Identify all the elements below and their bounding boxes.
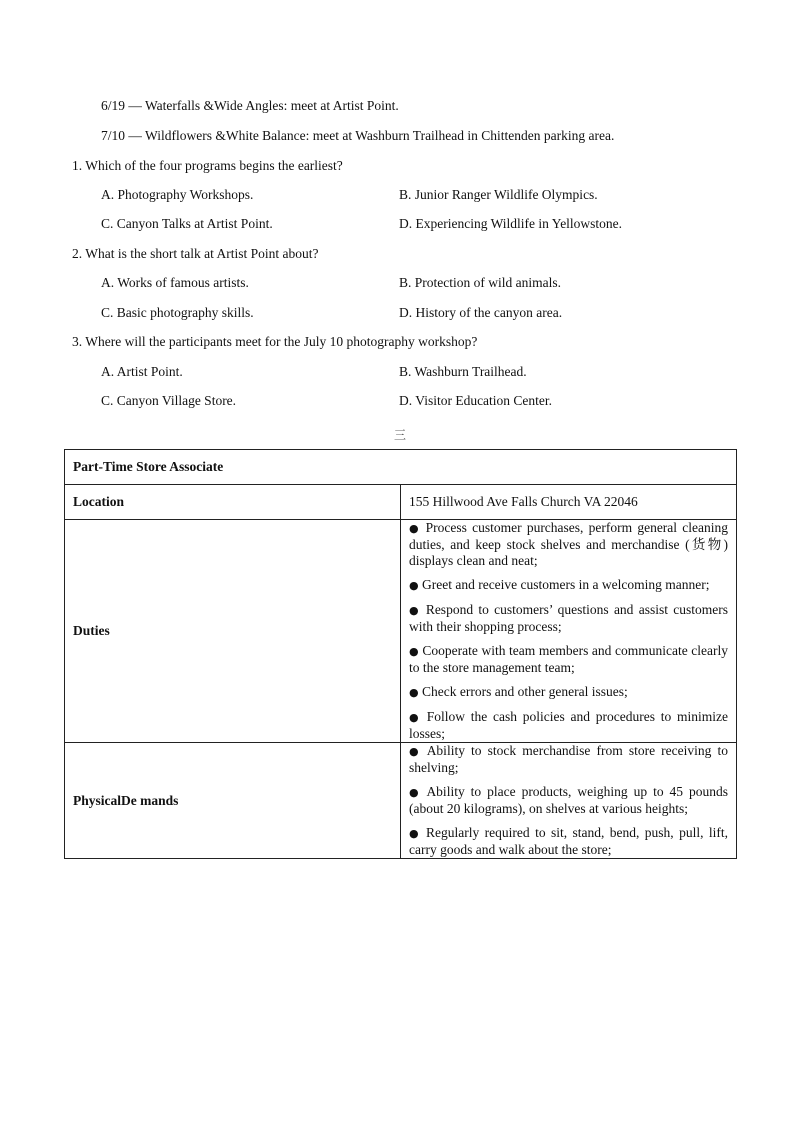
bullet-icon: ● bbox=[409, 645, 419, 658]
duty-item: ● Greet and receive customers in a welcoming manner; bbox=[409, 577, 710, 592]
bullet-icon: ● bbox=[409, 745, 422, 758]
question-1-option-d: D. Experiencing Wildlife in Yellowstone. bbox=[399, 216, 623, 231]
section-mark: 三 bbox=[393, 428, 406, 442]
question-1-stem: 1. Which of the four programs begins the earliest? bbox=[72, 158, 343, 173]
duty-item: ● Follow the cash policies and procedures to minimize losses; bbox=[409, 709, 728, 741]
question-3-option-a: A. Artist Point. bbox=[101, 364, 183, 379]
physical-demands-list bbox=[401, 743, 737, 859]
bullet-icon: ● bbox=[409, 604, 421, 617]
question-2-option-d: D. History of the canyon area. bbox=[399, 305, 563, 320]
bullet-icon: ● bbox=[409, 827, 421, 840]
physical-demand-item: ● Regularly required to sit, stand, bend, push, pull, lift, carry goods and walk about the store; bbox=[409, 825, 728, 857]
duties-row bbox=[65, 520, 737, 743]
duty-item: ● Respond to customers’ questions and assist customers with their shopping process; bbox=[409, 602, 729, 634]
physical-demand-item: ● Ability to place products, weighing up to 45 pounds (about 20 kilograms), on shelves at various heights; bbox=[409, 784, 729, 816]
question-1-option-c: C. Canyon Talks at Artist Point. bbox=[101, 216, 273, 231]
bullet-icon: ● bbox=[409, 711, 421, 724]
question-3-option-d: D. Visitor Education Center. bbox=[399, 393, 553, 408]
duty-item: ● Check errors and other general issues; bbox=[409, 684, 628, 699]
job-title-row bbox=[65, 450, 737, 485]
question-3-option-b: B. Washburn Trailhead. bbox=[399, 364, 527, 379]
question-2-option-c: C. Basic photography skills. bbox=[101, 305, 254, 320]
question-2-stem: 2. What is the short talk at Artist Point about? bbox=[72, 246, 319, 261]
location-label: Location bbox=[65, 485, 401, 520]
physical-demands-label: PhysicalDe mands bbox=[65, 743, 401, 859]
duty-item: ● Cooperate with team members and communicate clearly to the store management team; bbox=[409, 643, 728, 675]
location-row bbox=[65, 485, 737, 520]
bullet-icon: ● bbox=[409, 522, 421, 535]
duties-list bbox=[401, 520, 737, 743]
physical-demand-item: ● Ability to stock merchandise from store receiving to shelving; bbox=[409, 743, 728, 775]
schedule-line-2: 7/10 — Wildflowers &White Balance: meet at Washburn Trailhead in Chittenden parking area. bbox=[101, 128, 615, 143]
job-title: Part-Time Store Associate bbox=[65, 450, 737, 485]
question-2-option-b: B. Protection of wild animals. bbox=[399, 275, 561, 290]
duty-item: ● Process customer purchases, perform general cleaning duties, and keep stock shelves and merchandise (货物) displays clean and neat; bbox=[409, 520, 728, 568]
bullet-icon: ● bbox=[409, 579, 419, 592]
bullet-icon: ● bbox=[409, 786, 422, 799]
physical-demands-row bbox=[65, 743, 737, 859]
job-posting-table bbox=[64, 449, 737, 859]
question-2-option-a: A. Works of famous artists. bbox=[101, 275, 249, 290]
location-value: 155 Hillwood Ave Falls Church VA 22046 bbox=[401, 485, 737, 520]
question-1-option-a: A. Photography Workshops. bbox=[101, 187, 254, 202]
question-3-option-c: C. Canyon Village Store. bbox=[101, 393, 237, 408]
schedule-line-1: 6/19 — Waterfalls &Wide Angles: meet at Artist Point. bbox=[101, 98, 399, 113]
duties-label: Duties bbox=[65, 520, 401, 743]
question-1-option-b: B. Junior Ranger Wildlife Olympics. bbox=[399, 187, 598, 202]
bullet-icon: ● bbox=[409, 686, 419, 699]
question-3-stem: 3. Where will the participants meet for the July 10 photography workshop? bbox=[72, 334, 478, 349]
